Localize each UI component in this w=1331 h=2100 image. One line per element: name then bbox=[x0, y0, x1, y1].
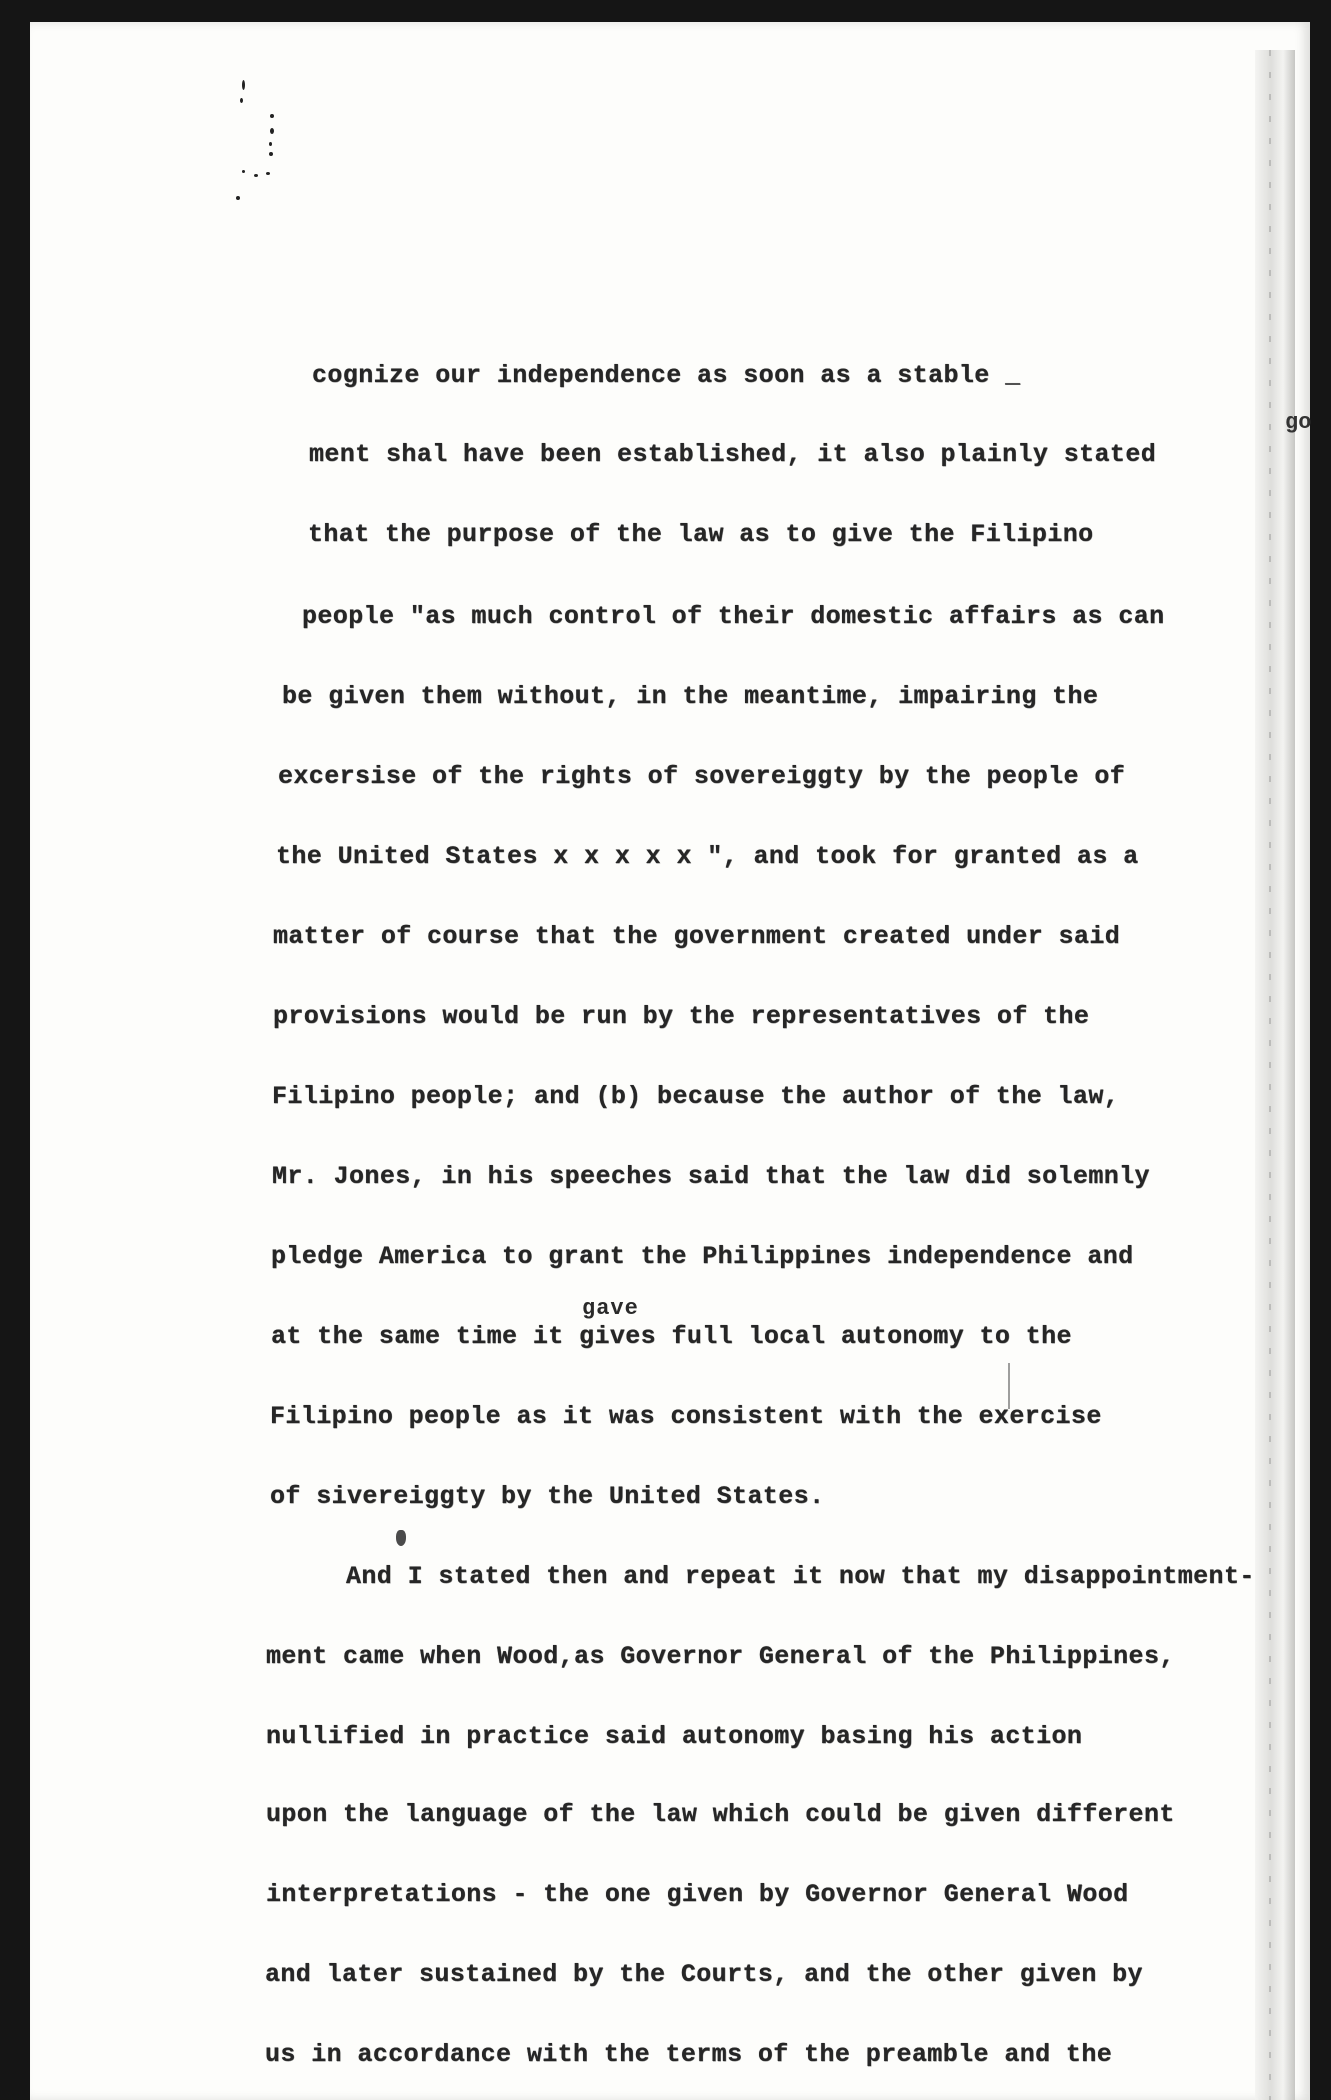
text-line-8: matter of course that the government created under said bbox=[273, 922, 1121, 951]
text-line-1: cognize our independence as soon as a stable _ bbox=[312, 361, 1021, 390]
text-line-10: Filipino people; and (b) because the author of the law, bbox=[272, 1082, 1120, 1111]
ink-blot bbox=[396, 1530, 406, 1546]
text-line-18: nullified in practice said autonomy basing his action bbox=[266, 1722, 1083, 1751]
edge-fragment: go bbox=[1285, 410, 1312, 435]
text-line-14: Filipino people as it was consistent with the exercise bbox=[270, 1402, 1102, 1431]
text-line-5: be given them without, in the meantime, impairing the bbox=[282, 682, 1099, 711]
text-line-6: excersise of the rights of sovereiggty by the people of bbox=[278, 762, 1126, 791]
text-line-4: people "as much control of their domestic affairs as can bbox=[302, 602, 1165, 631]
typewritten-page bbox=[30, 22, 1310, 2100]
interlinear-correction: gave bbox=[582, 1296, 639, 1321]
text-line-12: pledge America to grant the Philippines independence and bbox=[271, 1242, 1134, 1271]
text-line-11: Mr. Jones, in his speeches said that the law did solemnly bbox=[272, 1162, 1150, 1191]
text-line-21: and later sustained by the Courts, and the other given by bbox=[265, 1960, 1143, 1989]
text-line-15: of sivereiggty by the United States. bbox=[270, 1482, 825, 1511]
text-line-22: us in accordance with the terms of the preamble and the bbox=[265, 2040, 1113, 2069]
margin-marks bbox=[236, 80, 276, 200]
text-line-9: provisions would be run by the representatives of the bbox=[273, 1002, 1090, 1031]
text-line-17: ment came when Wood,as Governor General of the Philippines, bbox=[266, 1642, 1175, 1671]
page-edge-shadow bbox=[1255, 50, 1295, 2100]
text-line-7: the United States x x x x x ", and took for granted as a bbox=[276, 842, 1139, 871]
text-line-2: ment shal have been established, it also plainly stated bbox=[309, 440, 1157, 469]
text-line-19: upon the language of the law which could be given different bbox=[266, 1800, 1175, 1829]
text-line-16: And I stated then and repeat it now that my disappointment- bbox=[346, 1562, 1255, 1591]
text-line-20: interpretations - the one given by Governor General Wood bbox=[266, 1880, 1129, 1909]
text-line-13: at the same time it gives full local autonomy to the bbox=[271, 1322, 1072, 1351]
text-line-3: that the purpose of the law as to give the Filipino bbox=[308, 520, 1094, 549]
